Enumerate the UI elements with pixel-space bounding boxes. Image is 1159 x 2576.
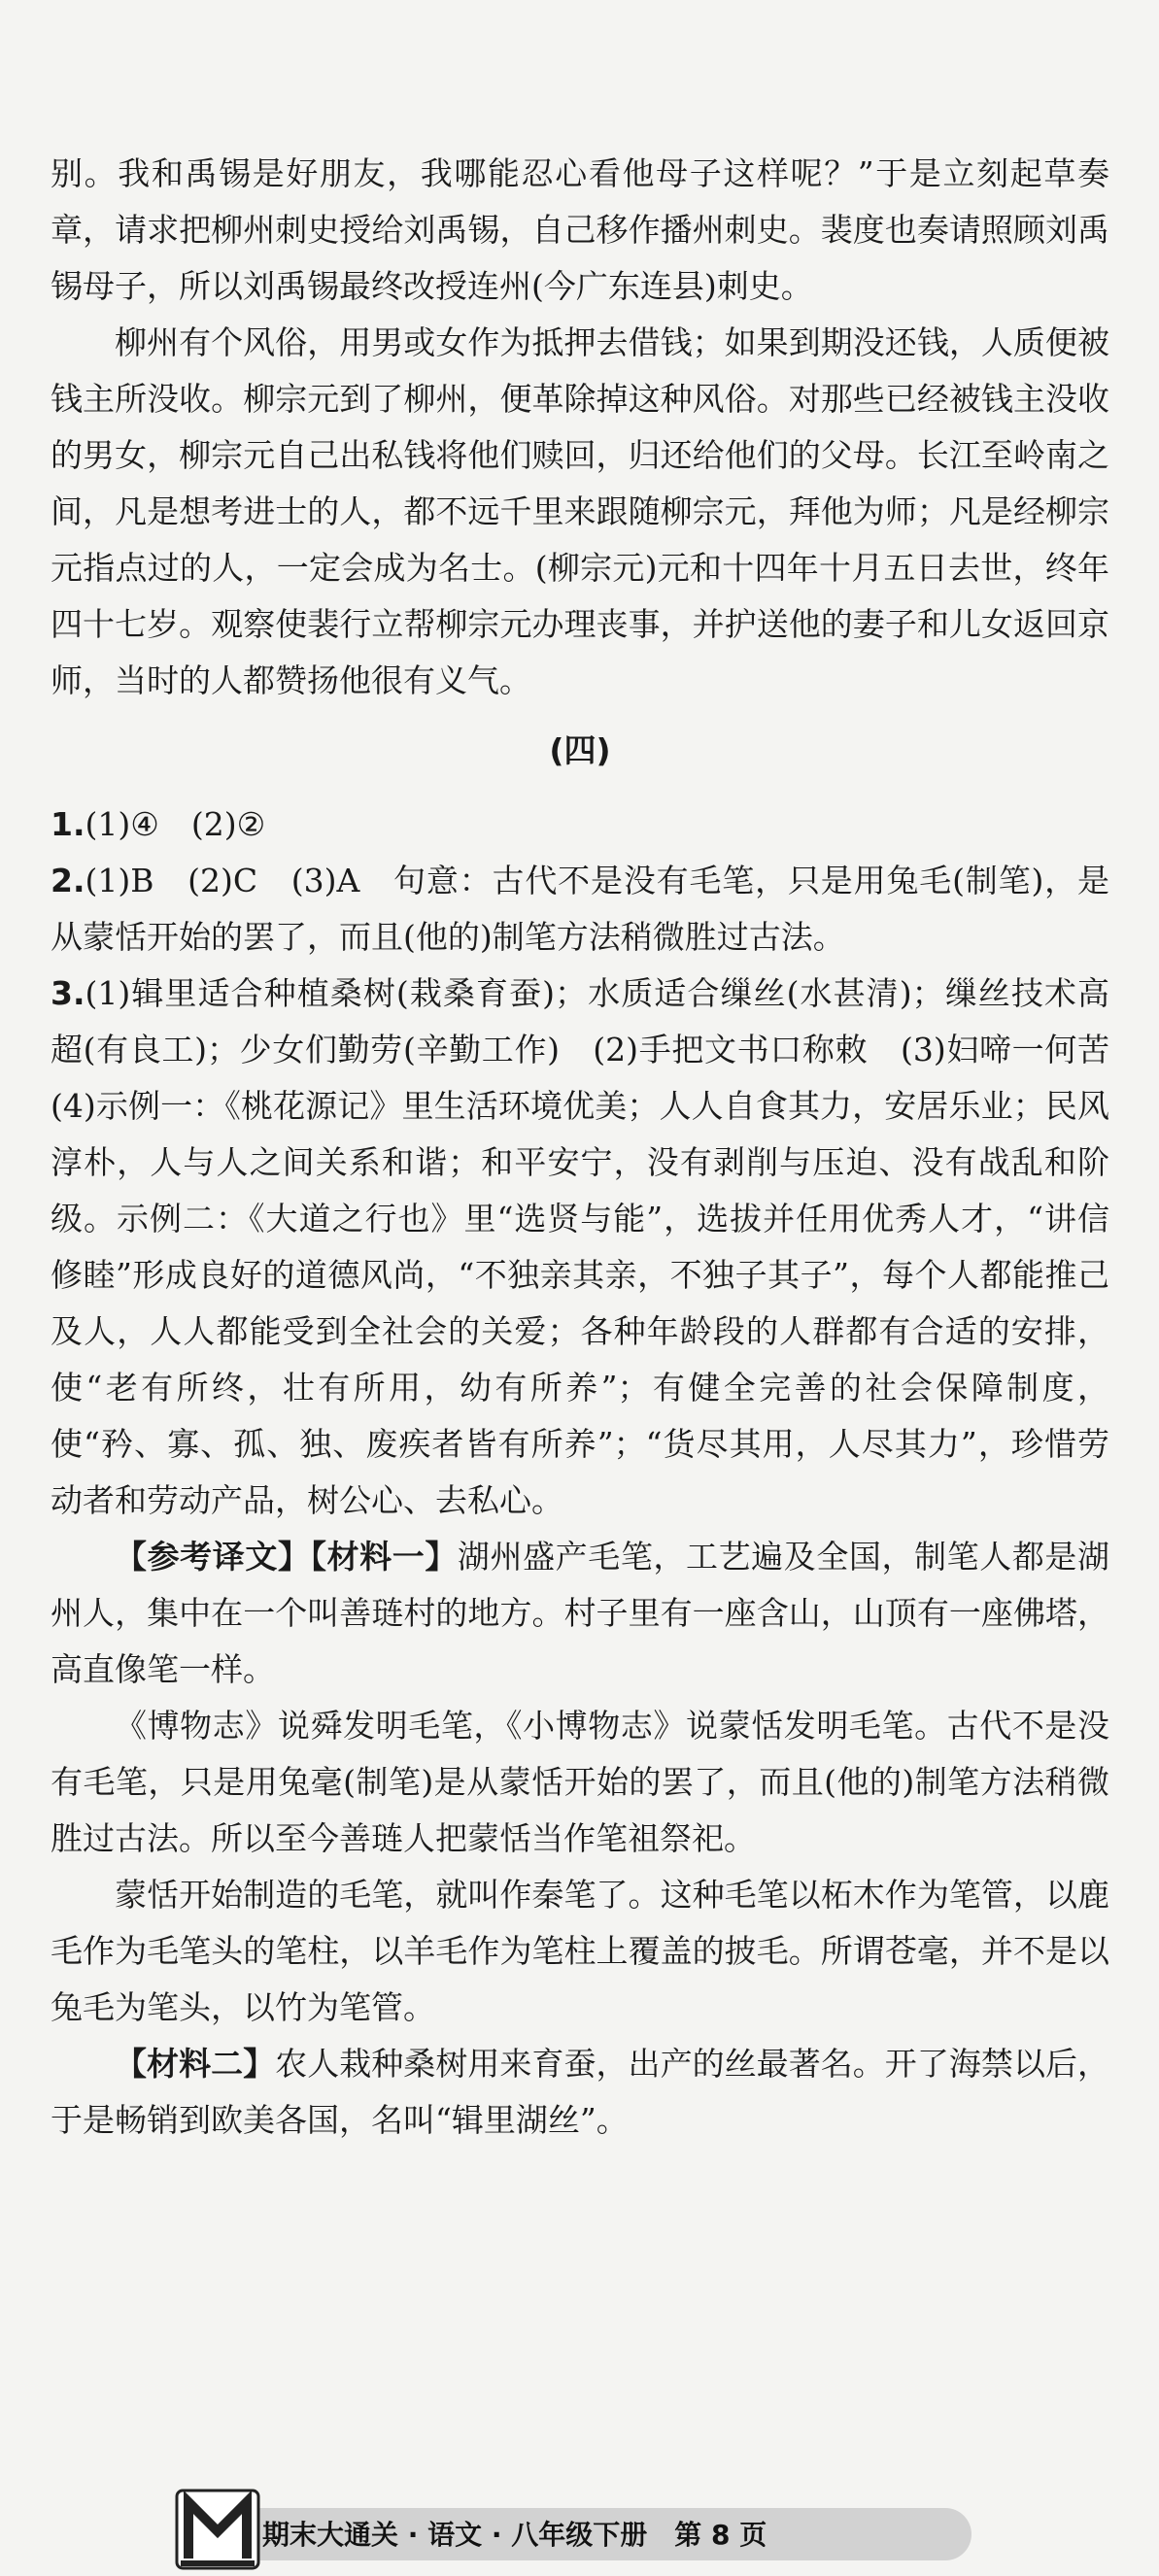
answer-1-text: (1)④ (2)②: [85, 805, 266, 843]
translation-material-1-p2: 《博物志》说舜发明毛笔，《小博物志》说蒙恬发明毛笔。古代不是没有毛笔，只是用兔毫(制笔)是从蒙恬开始的罢了，而且(他的)制笔方法稍微胜过古法。所以至今善琏人把蒙恬当作笔祖祭祀。: [51, 1707, 1109, 1857]
section-title: (四): [549, 731, 611, 769]
answer-2-text: (1)B (2)C (3)A 句意：古代不是没有毛笔，只是用兔毛(制笔)，是从蒙恬开始的罢了，而且(他的)制笔方法稍微胜过古法。: [51, 862, 1109, 956]
answer-1: [51, 797, 1109, 853]
answer-2: [51, 853, 1109, 966]
material-2-text: 农人栽种桑树用来育蚕，出产的丝最著名。开了海禁以后，于是畅销到欧美各国，名叫“辑里湖丝”。: [51, 2045, 1110, 2139]
answer-1-number: 1.: [51, 805, 85, 843]
translation-material-1-p1: [51, 1529, 1109, 1698]
material-1-text-1: 湖州盛产毛笔，工艺遍及全国，制笔人都是湖州人，集中在一个叫善琏村的地方。村子里有一座含山，山顶有一座佛塔，高直像笔一样。: [51, 1538, 1110, 1688]
footer-text: 期末大通关 · 语文 · 八年级下册 第 8 页: [262, 2519, 767, 2551]
answer-2-number: 2.: [51, 862, 85, 899]
translation-material-2-p1: [51, 2036, 1109, 2149]
book-logo-icon: [173, 2483, 262, 2572]
page-content: [51, 146, 1142, 2149]
reference-translation-label: 【参考译文】: [115, 1538, 311, 1576]
answer-3-text: (1)辑里适合种植桑树(栽桑育蚕)；水质适合缫丝(水甚清)；缫丝技术高超(有良工)；少女们勤劳(辛勤工作) (2)手把文书口称敕 (3)妇啼一何苦 (4)示例一：《桃花源记》里生活环境优美；人人自食其力，安居乐业；民风淳朴，人与人之间关系和谐；和平安宁，没有剥削与压迫、没有战乱和阶级。示例二：《大道之行也》里“选贤与能”，选拔并任用优秀人才，“讲信修睦”形成良好的道德风尚，“不独亲其亲，不独子其子”，每个人都能推己及人，人人都能受到全社会的关爱；各种年龄段的人群都有合适的安排，使“老有所终，壮有所用，幼有所养”；有健全完善的社会保障制度，使“矜、寡、孤、独、废疾者皆有所养”；“货尽其用，人尽其力”，珍惜劳动者和劳动产品，树公心、去私心。: [51, 974, 1142, 1519]
material-1-label: 【材料一】: [310, 1538, 458, 1576]
translation-material-1-p3: 蒙恬开始制造的毛笔，就叫作秦笔了。这种毛笔以柘木作为笔管，以鹿毛作为毛笔头的笔柱，以羊毛作为笔柱上覆盖的披毛。所谓苍毫，并不是以兔毛为笔头，以竹为笔管。: [51, 1876, 1109, 2026]
paragraph-continued: 别。我和禹锡是好朋友，我哪能忍心看他母子这样呢？”于是立刻起草奏章，请求把柳州刺史授给刘禹锡，自己移作播州刺史。裴度也奏请照顾刘禹锡母子，所以刘禹锡最终改授连州(今广东连县)刺史。: [51, 154, 1109, 305]
paragraph-liuzhou-custom: 柳州有个风俗，用男或女作为抵押去借钱；如果到期没还钱，人质便被钱主所没收。柳宗元到了柳州，便革除掉这种风俗。对那些已经被钱主没收的男女，柳宗元自己出私钱将他们赎回，归还给他们的父母。长江至岭南之间，凡是想考进士的人，都不远千里来跟随柳宗元，拜他为师；凡是经柳宗元指点过的人，一定会成为名士。(柳宗元)元和十四年十月五日去世，终年四十七岁。观察使裴行立帮柳宗元办理丧事，并护送他的妻子和儿女返回京师，当时的人都赞扬他很有义气。: [51, 323, 1109, 699]
material-2-label: 【材料二】: [115, 2045, 276, 2083]
answer-3-number: 3.: [51, 974, 85, 1012]
answer-3: [51, 966, 1142, 1529]
